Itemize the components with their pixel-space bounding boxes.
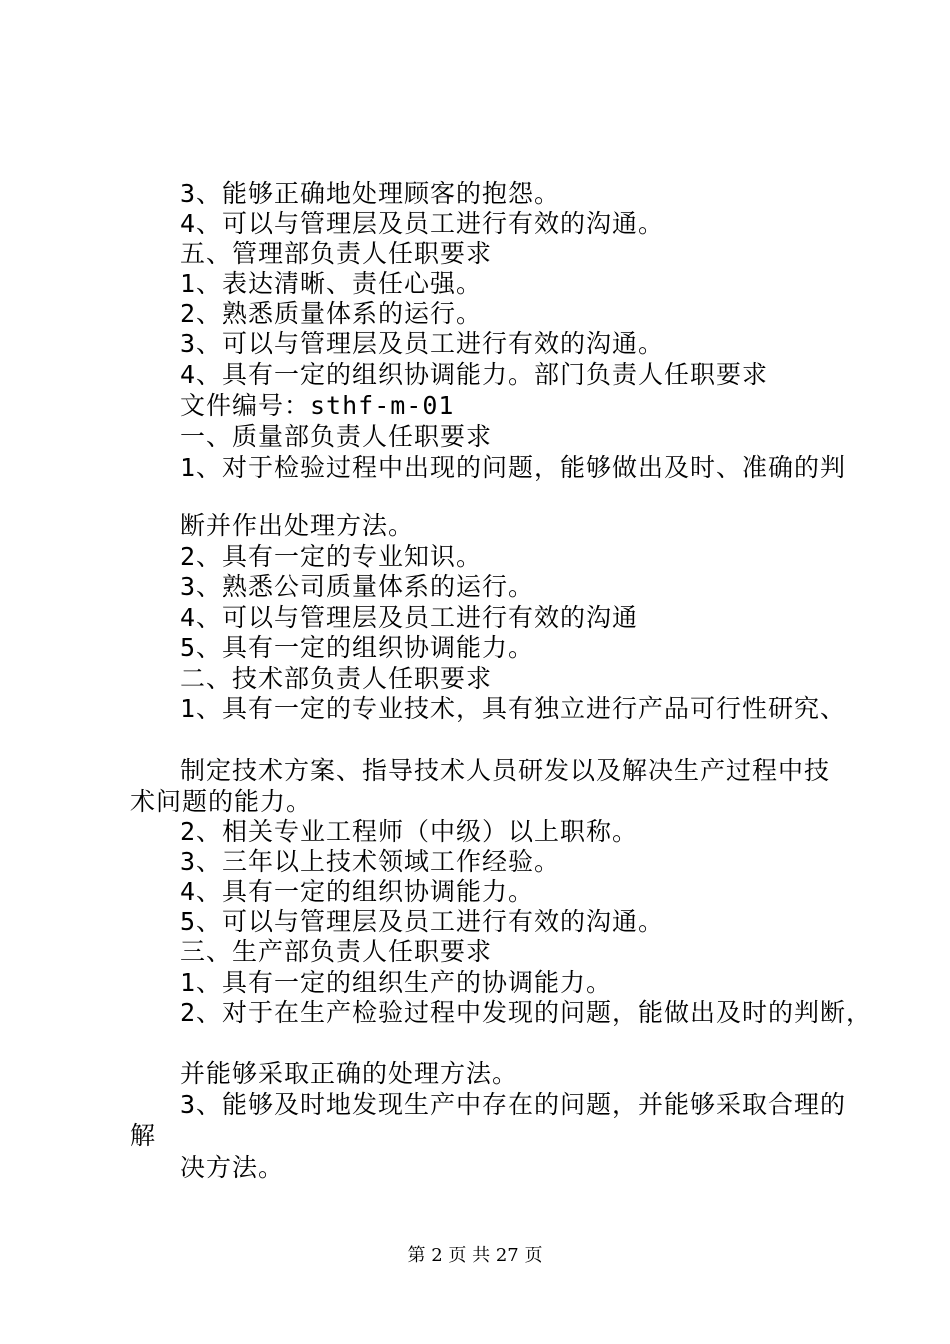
text-line: 4、可以与管理层及员工进行有效的沟通。 [180,209,665,238]
text-line: 1、表达清晰、责任心强。 [180,269,483,298]
text-line: 3、能够正确地处理顾客的抱怨。 [180,179,561,208]
text-line: 4、具有一定的组织协调能力。部门负责人任职要求 [180,360,769,389]
text-line: 2、相关专业工程师（中级）以上职称。 [180,817,639,846]
text-line: 1、具有一定的组织生产的协调能力。 [180,968,613,997]
text-line: 4、具有一定的组织协调能力。 [180,877,535,906]
text-line: 3、三年以上技术领域工作经验。 [180,847,561,876]
text-line: 3、能够及时地发现生产中存在的问题，并能够采取合理的 [180,1090,847,1119]
section-heading: 五、管理部负责人任职要求 [180,239,493,268]
text-line: 3、熟悉公司质量体系的运行。 [180,572,535,601]
text-line: 断并作出处理方法。 [180,511,415,540]
text-line: 5、可以与管理层及员工进行有效的沟通。 [180,907,665,936]
page-footer: 第 2 页 共 27 页 [407,1245,543,1266]
text-line: 术问题的能力。 [130,787,313,816]
text-line: 1、对于检验过程中出现的问题，能够做出及时、准确的判 [180,453,847,482]
text-line: 3、可以与管理层及员工进行有效的沟通。 [180,329,665,358]
file-number: 文件编号：sthf-m-01 [180,391,455,420]
text-line: 2、具有一定的专业知识。 [180,542,483,571]
text-line: 制定技术方案、指导技术人员研发以及解决生产过程中技 [180,756,831,785]
text-line: 1、具有一定的专业技术，具有独立进行产品可行性研究、 [180,694,847,723]
section-heading: 三、生产部负责人任职要求 [180,937,493,966]
text-line: 5、具有一定的组织协调能力。 [180,633,535,662]
text-line: 2、对于在生产检验过程中发现的问题，能做出及时的判断， [180,998,873,1027]
text-line: 并能够采取正确的处理方法。 [180,1059,519,1088]
text-line: 2、熟悉质量体系的运行。 [180,299,483,328]
text-line: 解 [130,1121,157,1150]
text-line: 决方法。 [180,1153,285,1182]
section-heading: 一、质量部负责人任职要求 [180,422,493,451]
text-line: 4、可以与管理层及员工进行有效的沟通 [180,603,639,632]
section-heading: 二、技术部负责人任职要求 [180,664,493,693]
